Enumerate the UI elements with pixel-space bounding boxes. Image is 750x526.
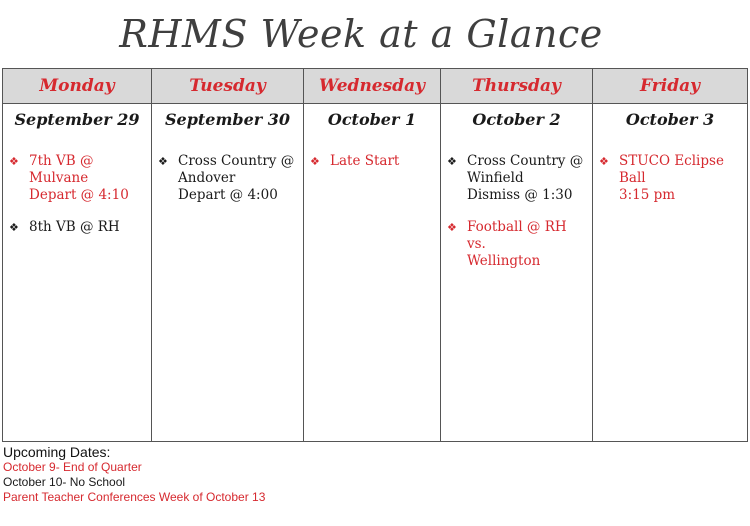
week-calendar-table — [2, 68, 748, 442]
event-list — [3, 153, 151, 236]
date-label: September 29 — [14, 110, 140, 129]
diamond-bullet-icon: ❖ — [599, 155, 609, 168]
event-item — [447, 219, 588, 270]
event-list — [152, 153, 303, 204]
day-header-wednesday: Wednesday — [304, 69, 441, 104]
event-text: 7th VB @ Mulvane Depart @ 4:10 — [29, 153, 129, 203]
event-item — [310, 153, 436, 170]
event-text: STUCO Eclipse Ball 3:15 pm — [619, 153, 724, 203]
date-label: September 30 — [164, 110, 291, 129]
day-body-row — [3, 104, 748, 442]
event-list — [593, 153, 747, 204]
diamond-bullet-icon: ❖ — [447, 221, 457, 234]
event-list — [441, 153, 592, 270]
day-header-tuesday: Tuesday — [152, 69, 304, 104]
event-text: Cross Country @ Andover Depart @ 4:00 — [178, 153, 295, 203]
event-text: Football @ RH vs. Wellington — [467, 219, 567, 269]
day-header-friday: Friday — [593, 69, 748, 104]
upcoming-item: Parent Teacher Conferences Week of October 13 — [3, 490, 266, 504]
upcoming-heading: Upcoming Dates: — [3, 444, 111, 460]
day-cell-friday — [593, 104, 748, 442]
day-cell-wednesday — [304, 104, 441, 442]
event-item — [9, 219, 147, 236]
event-text: 8th VB @ RH — [29, 219, 120, 235]
upcoming-item: October 9- End of Quarter — [3, 460, 142, 474]
event-item — [447, 153, 588, 204]
diamond-bullet-icon: ❖ — [310, 155, 320, 168]
date-label: October 1 — [327, 110, 417, 129]
diamond-bullet-icon: ❖ — [158, 155, 168, 168]
event-item — [599, 153, 743, 204]
upcoming-dates — [3, 444, 603, 505]
date-label: October 3 — [625, 110, 715, 129]
event-item — [9, 153, 147, 204]
diamond-bullet-icon: ❖ — [9, 221, 19, 234]
event-text: Late Start — [330, 153, 400, 169]
day-cell-tuesday — [152, 104, 304, 442]
event-text: Cross Country @ Winfield Dismiss @ 1:30 — [467, 153, 584, 203]
event-item — [158, 153, 299, 204]
day-header-monday: Monday — [3, 69, 152, 104]
day-header-thursday: Thursday — [441, 69, 593, 104]
day-cell-monday — [3, 104, 152, 442]
day-header-row — [3, 69, 748, 104]
day-cell-thursday — [441, 104, 593, 442]
diamond-bullet-icon: ❖ — [9, 155, 19, 168]
diamond-bullet-icon: ❖ — [447, 155, 457, 168]
upcoming-item: October 10- No School — [3, 475, 126, 489]
page-title: RHMS Week at a Glance — [119, 12, 603, 56]
event-list — [304, 153, 440, 170]
date-label: October 2 — [472, 110, 561, 129]
